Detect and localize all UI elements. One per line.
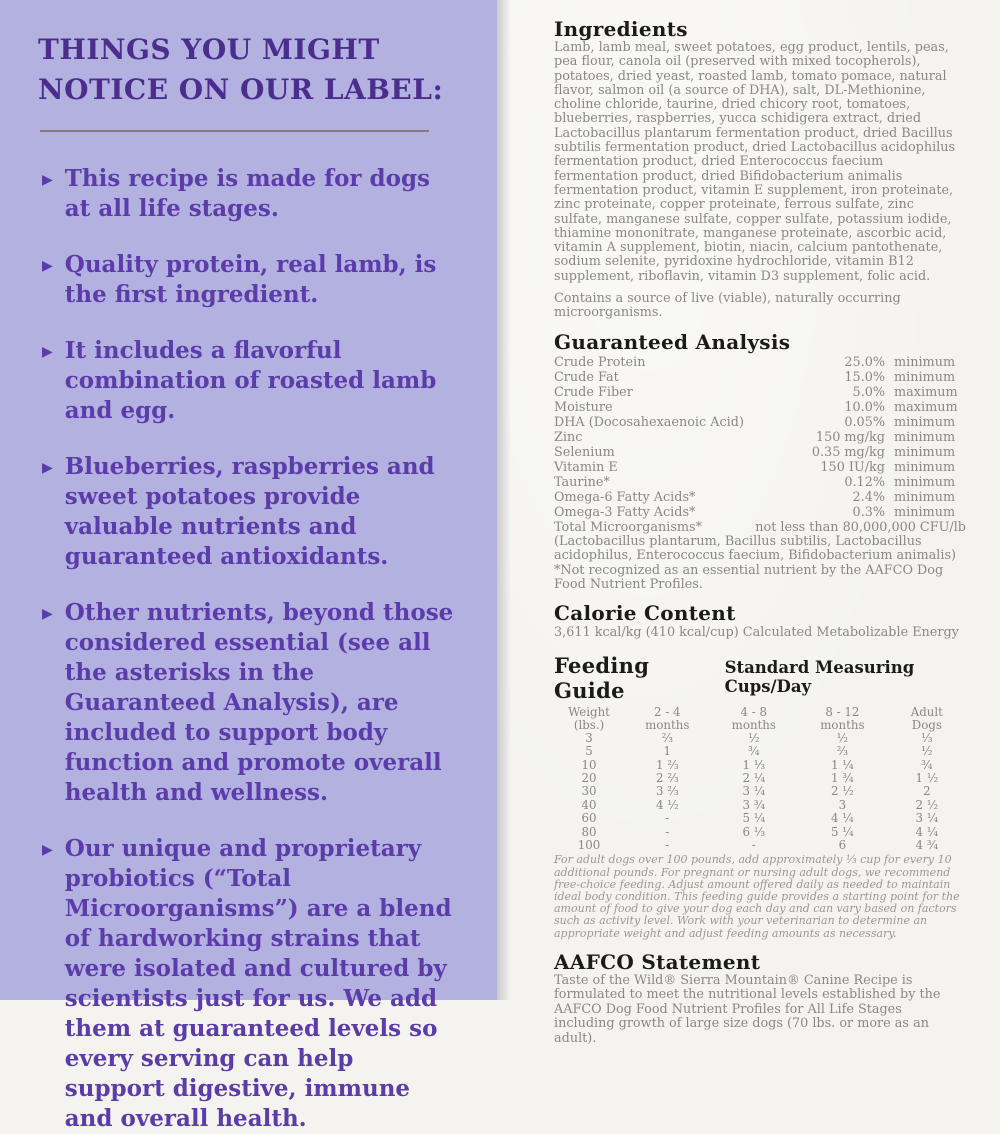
weight-cell: 100 bbox=[577, 838, 601, 853]
column-header-top: 8 - 12 bbox=[825, 704, 860, 719]
weight-cell: 60 bbox=[581, 811, 597, 826]
cups-2-4-months-cell: - bbox=[665, 824, 670, 839]
table-row bbox=[554, 385, 966, 400]
feeding-guide-rows bbox=[554, 732, 966, 853]
cups-8-12-months-cell: 5 ¼ bbox=[831, 824, 854, 839]
triangle-bullet-icon: ▶ bbox=[42, 606, 53, 622]
cups-4-8-months-cell: - bbox=[751, 838, 756, 853]
cups-2-4-months-cell: 2 ⅔ bbox=[655, 771, 679, 786]
table-row bbox=[554, 490, 966, 505]
column-header-top: 4 - 8 bbox=[740, 704, 768, 719]
cups-2-4-months-cell: 3 ⅔ bbox=[655, 784, 679, 799]
nutrient-label: Total Microorganisms* bbox=[554, 519, 703, 535]
cups-adult-cell: 3 ¼ bbox=[915, 811, 939, 826]
table-row bbox=[554, 839, 966, 852]
cups-2-4-months-cell: - bbox=[665, 811, 670, 826]
list-item bbox=[38, 834, 459, 1134]
column-header-bottom: months bbox=[731, 717, 776, 732]
weight-cell: 5 bbox=[585, 744, 593, 759]
table-row bbox=[554, 355, 966, 370]
nutrient-value: 150 IU/kg bbox=[820, 459, 885, 475]
cups-8-12-months-cell: ½ bbox=[836, 730, 849, 745]
table-row bbox=[554, 812, 966, 825]
nutrient-qualifier: maximum bbox=[894, 384, 958, 400]
microorganisms-note: Contains a source of live (viable), naturally occurring microorganisms. bbox=[554, 291, 901, 321]
table-row bbox=[554, 785, 966, 798]
nutrient-value: 0.3% bbox=[852, 504, 885, 520]
table-row bbox=[554, 826, 966, 839]
calorie-content-text: 3,611 kcal/kg (410 kcal/cup) Calculated Metabolizable Energy bbox=[554, 625, 959, 641]
table-row bbox=[554, 772, 966, 785]
column-header-bottom: months bbox=[820, 717, 865, 732]
table-row bbox=[554, 505, 966, 520]
nutrient-value: 10.0% bbox=[844, 399, 885, 415]
cups-4-8-months-cell: 6 ⅓ bbox=[742, 824, 766, 839]
cups-4-8-months-cell: ½ bbox=[748, 730, 760, 745]
table-row bbox=[554, 400, 966, 415]
nutrient-value: not less than 80,000,000 CFU/lb bbox=[755, 519, 966, 535]
column-header-bottom: Dogs bbox=[911, 717, 942, 732]
nutrient-qualifier: minimum bbox=[894, 354, 956, 370]
callout-text: This recipe is made for dogs at all life stages. bbox=[64, 165, 430, 222]
heading-divider bbox=[40, 130, 429, 132]
table-row bbox=[554, 475, 966, 490]
table-row bbox=[554, 759, 966, 772]
cups-4-8-months-cell: 5 ¼ bbox=[742, 811, 766, 826]
nutrient-value: 15.0% bbox=[844, 369, 885, 385]
calorie-content-heading: Calorie Content bbox=[554, 601, 736, 626]
cups-2-4-months-cell: 1 ⅔ bbox=[655, 757, 679, 772]
nutrition-label-panel bbox=[497, 0, 1000, 1046]
triangle-bullet-icon: ▶ bbox=[42, 460, 53, 476]
table-row bbox=[554, 799, 966, 812]
nutrition-label-content bbox=[554, 18, 966, 1059]
column-header-bottom: (lbs.) bbox=[573, 717, 605, 732]
feeding-guide-table bbox=[554, 706, 966, 853]
weight-cell: 10 bbox=[581, 757, 597, 772]
triangle-bullet-icon: ▶ bbox=[42, 258, 53, 274]
cups-4-8-months-cell: 3 ¾ bbox=[742, 797, 766, 812]
list-item bbox=[38, 598, 459, 808]
column-header-top: Adult bbox=[910, 704, 943, 719]
nutrient-label: Selenium bbox=[554, 444, 615, 460]
nutrient-value: 0.05% bbox=[844, 414, 885, 430]
cups-4-8-months-cell: 2 ¼ bbox=[742, 771, 766, 786]
weight-cell: 30 bbox=[581, 784, 597, 799]
nutrient-value: 25.0% bbox=[844, 354, 885, 370]
table-row bbox=[554, 460, 966, 475]
column-header bbox=[797, 706, 888, 732]
measuring-cups-subheading: Standard Measuring Cups/Day bbox=[724, 657, 915, 696]
nutrient-label: Omega-3 Fatty Acids* bbox=[554, 504, 696, 520]
triangle-bullet-icon: ▶ bbox=[42, 172, 53, 188]
aafco-statement-heading: AAFCO Statement bbox=[554, 949, 761, 974]
asterisk-footnote: *Not recognized as an essential nutrient by the AAFCO Dog Food Nutrient Profiles. bbox=[554, 562, 944, 593]
table-row bbox=[554, 732, 966, 745]
cups-adult-cell: 4 ¼ bbox=[915, 824, 939, 839]
cups-adult-cell: 2 ½ bbox=[915, 797, 939, 812]
ingredients-text: Lamb, lamb meal, sweet potatoes, egg product, lentils, peas, pea flour, canola oil (preserved with mixed tocopherols), potatoes, dried yeast, roasted lamb, tomato pomace, natural flavor, salmon oil (a source of DHA), salt, DL-Methionine, choline chloride, taurine, dried chicory root, tomatoes, blueberries, raspberries, yucca schidigera extract, dried Lactobacillus plantarum fermentation product, dried Bacillus subtilis fermentation product, dried Lactobacillus acidophilus fermentation product, dried Enterococcus faecium fermentation product, dried Bifidobacterium animalis fermentation product, vitamin E supplement, iron proteinate, zinc proteinate, copper proteinate, ferrous sulfate, zinc sulfate, manganese sulfate, copper sulfate, potassium iodide, thiamine mononitrate, manganese proteinate, ascorbic acid, vitamin A supplement, biotin, niacin, calcium pantothenate, sodium selenite, pyridoxine hydrochloride, vitamin B12 supplement, riboflavin, vitamin D3 supplement, folic acid. bbox=[554, 40, 956, 284]
aafco-statement-text: Taste of the Wild® Sierra Mountain® Canine Recipe is formulated to meet the nutritional levels established by the AAFCO Dog Food Nutrient Profiles for All Life Stages including growth of large size dogs (70 lbs. or more as an adult). bbox=[554, 972, 941, 1046]
column-header bbox=[554, 706, 624, 732]
list-item bbox=[38, 336, 459, 426]
nutrient-qualifier: minimum bbox=[894, 369, 956, 385]
cups-2-4-months-cell: 4 ½ bbox=[655, 797, 679, 812]
nutrient-label: Taurine* bbox=[554, 474, 610, 490]
guaranteed-analysis-heading: Guaranteed Analysis bbox=[554, 329, 791, 354]
triangle-bullet-icon: ▶ bbox=[42, 842, 53, 858]
list-item bbox=[38, 164, 459, 224]
weight-cell: 3 bbox=[585, 730, 593, 745]
triangle-bullet-icon: ▶ bbox=[42, 344, 53, 360]
total-microorganisms-row bbox=[554, 520, 966, 535]
nutrient-value: 0.35 mg/kg bbox=[811, 444, 885, 460]
nutrient-label: Omega-6 Fatty Acids* bbox=[554, 489, 696, 505]
table-row bbox=[554, 745, 966, 758]
nutrient-qualifier: minimum bbox=[894, 504, 956, 520]
cups-adult-cell: ¾ bbox=[921, 757, 933, 772]
cups-2-4-months-cell: ⅔ bbox=[661, 730, 673, 745]
nutrient-qualifier: minimum bbox=[894, 444, 956, 460]
nutrient-qualifier: minimum bbox=[894, 459, 956, 475]
cups-adult-cell: 4 ¾ bbox=[915, 838, 939, 853]
callout-bullet-list bbox=[38, 164, 459, 1134]
cups-8-12-months-cell: 6 bbox=[838, 838, 847, 853]
column-header-bottom: months bbox=[645, 717, 690, 732]
weight-cell: 40 bbox=[581, 797, 597, 812]
nutrient-qualifier: minimum bbox=[894, 414, 956, 430]
label-callouts-panel bbox=[0, 0, 497, 1132]
cups-adult-cell: 2 bbox=[923, 784, 931, 799]
cups-8-12-months-cell: 3 bbox=[838, 797, 847, 812]
table-row bbox=[554, 370, 966, 385]
callout-text: Blueberries, raspberries and sweet potatoes provide valuable nutrients and guaranteed antioxidants. bbox=[64, 453, 435, 570]
cups-4-8-months-cell: 1 ⅓ bbox=[742, 757, 766, 772]
cups-2-4-months-cell: - bbox=[665, 838, 670, 853]
nutrient-value: 150 mg/kg bbox=[815, 429, 885, 445]
nutrient-label: DHA (Docosahexaenoic Acid) bbox=[554, 414, 744, 430]
cups-8-12-months-cell: 1 ¾ bbox=[831, 771, 854, 786]
callout-text: Our unique and proprietary probiotics (“Total Microorganisms”) are a blend of hardworking strains that were isolated and cultured by scientists just for us. We add them at guaranteed levels so every serving can help support digestive, immune and overall health. bbox=[64, 835, 452, 1132]
nutrient-label: Crude Fat bbox=[554, 369, 619, 385]
cups-adult-cell: ½ bbox=[921, 744, 933, 759]
list-item bbox=[38, 452, 459, 572]
nutrient-label: Moisture bbox=[554, 399, 613, 415]
list-item bbox=[38, 250, 459, 310]
column-header bbox=[711, 706, 798, 732]
callout-text: Other nutrients, beyond those considered essential (see all the asterisks in the Guaranteed Analysis), are included to support body function and promote overall health and wellness. bbox=[64, 599, 454, 806]
cups-8-12-months-cell: 1 ¼ bbox=[831, 757, 854, 772]
guaranteed-analysis-table bbox=[554, 355, 966, 520]
feeding-guide-heading: Feeding Guide bbox=[554, 652, 650, 703]
probiotic-strains-list: (Lactobacillus plantarum, Bacillus subtilis, Lactobacillus acidophilus, Enterococcus faecium, Bifidobacterium animalis) bbox=[554, 533, 957, 564]
nutrient-label: Zinc bbox=[554, 429, 583, 445]
nutrient-value: 5.0% bbox=[852, 384, 885, 400]
cups-8-12-months-cell: ⅔ bbox=[836, 744, 849, 759]
cups-8-12-months-cell: 4 ¼ bbox=[831, 811, 854, 826]
callout-text: It includes a flavorful combination of roasted lamb and egg. bbox=[64, 337, 437, 424]
column-header-top: 2 - 4 bbox=[654, 704, 681, 719]
callout-text: Quality protein, real lamb, is the first ingredient. bbox=[64, 251, 437, 308]
column-header-top: Weight bbox=[568, 704, 610, 719]
feeding-guide-column-headers bbox=[554, 706, 966, 732]
panel-heading: THINGS YOU MIGHT NOTICE ON OUR LABEL: bbox=[38, 33, 444, 106]
cups-adult-cell: 1 ½ bbox=[915, 771, 939, 786]
cups-4-8-months-cell: 3 ¼ bbox=[742, 784, 766, 799]
ingredients-heading: Ingredients bbox=[554, 17, 688, 41]
cups-2-4-months-cell: 1 bbox=[663, 744, 672, 759]
nutrient-label: Crude Protein bbox=[554, 354, 646, 370]
column-header bbox=[624, 706, 711, 732]
table-row bbox=[554, 430, 966, 445]
nutrient-qualifier: minimum bbox=[894, 429, 956, 445]
cups-4-8-months-cell: ¾ bbox=[748, 744, 760, 759]
feeding-guide-note: For adult dogs over 100 pounds, add approximately ⅓ cup for every 10 additional pounds. For pregnant or nursing adult dogs, we recommend free-choice feeding. Adjust amount offered daily as needed to maintain ideal body condition. This feeding guide provides a starting point for the amount of food to give your dog each day and can vary based on factors such as activity level. Work with your veterinarian to determine an appropriate weight and adjust feeding amounts as necessary. bbox=[554, 853, 960, 940]
cups-8-12-months-cell: 2 ½ bbox=[831, 784, 854, 799]
weight-cell: 20 bbox=[581, 771, 597, 786]
weight-cell: 80 bbox=[581, 824, 597, 839]
cups-adult-cell: ⅓ bbox=[921, 730, 933, 745]
nutrient-label: Crude Fiber bbox=[554, 384, 633, 400]
feeding-guide-header bbox=[554, 653, 966, 703]
nutrient-value: 2.4% bbox=[852, 489, 885, 505]
table-row bbox=[554, 415, 966, 430]
nutrient-qualifier: maximum bbox=[894, 399, 958, 415]
nutrient-value: 0.12% bbox=[844, 474, 885, 490]
column-header bbox=[888, 706, 966, 732]
nutrient-label: Vitamin E bbox=[554, 459, 618, 475]
nutrient-qualifier: minimum bbox=[894, 474, 956, 490]
nutrient-qualifier: minimum bbox=[894, 489, 956, 505]
table-row bbox=[554, 445, 966, 460]
